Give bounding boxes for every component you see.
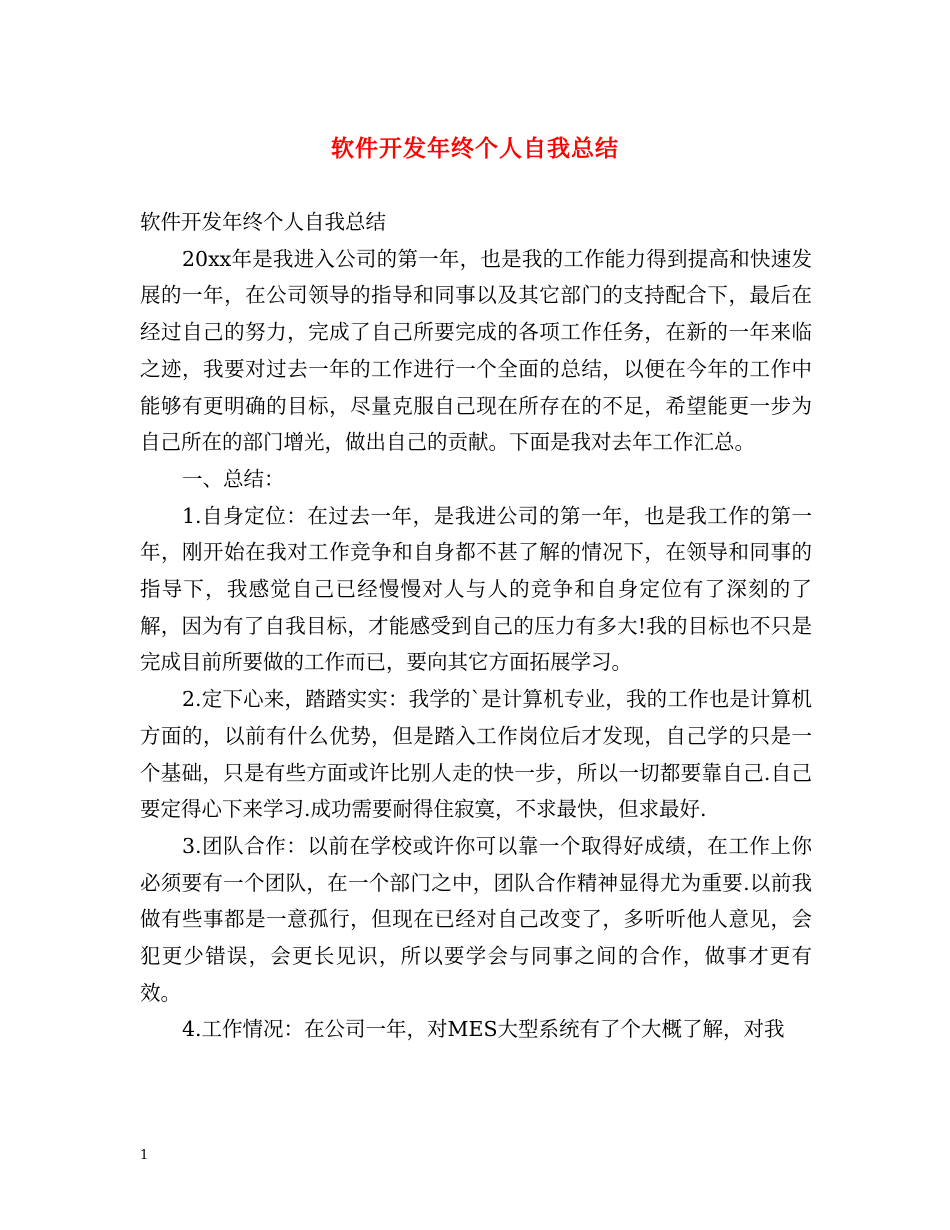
paragraph-settle-down: 2.定下心来，踏踏实实：我学的`是计算机专业，我的工作也是计算机方面的，以前有什么优势，但是踏入工作岗位后才发现，自己学的只是一个基础，只是有些方面或许比别人走的快一步，所以一切都要靠自己.自己要定得心下来学习.成功需要耐得住寂寞，不求最快，但求最好. bbox=[140, 687, 812, 822]
paragraph-teamwork: 3.团队合作：以前在学校或许你可以靠一个取得好成绩，在工作上你必须要有一个团队，在一个部门之中，团队合作精神显得尤为重要.以前我做有些事都是一意孤行，但现在已经对自己改变了，多听听他人意见，会犯更少错误，会更长见识，所以要学会与同事之间的合作，做事才更有效。 bbox=[140, 833, 812, 1005]
section-heading-summary: 一、总结： bbox=[182, 466, 285, 491]
paragraph-intro: 20xx年是我进入公司的第一年，也是我的工作能力得到提高和快速发展的一年，在公司领导的指导和同事以及其它部门的支持配合下，最后在经过自己的努力，完成了自己所要完成的各项工作任务，在新的一年来临之迹，我要对过去一年的工作进行一个全面的总结，以便在今年的工作中能够有更明确的目标，尽量克服自己现在所存在的不足，希望能更一步为自己所在的部门增光，做出自己的贡献。下面是我对去年工作汇总。 bbox=[140, 246, 812, 455]
paragraph-work-status: 4.工作情况：在公司一年，对MES大型系统有了个大概了解，对我 bbox=[182, 1017, 785, 1042]
document-title: 软件开发年终个人自我总结 bbox=[331, 136, 619, 162]
page-number: 1 bbox=[140, 1148, 149, 1163]
paragraph-self-positioning: 1.自身定位：在过去一年，是我进公司的第一年，也是我工作的第一年，刚开始在我对工作竞争和自身都不甚了解的情况下，在领导和同事的指导下，我感觉自己已经慢慢对人与人的竞争和自身定位有了深刻的了解，因为有了自我目标，才能感受到自己的压力有多大!我的目标也不只是完成目前所要做的工作而已，要向其它方面拓展学习。 bbox=[140, 503, 812, 675]
paragraph-heading: 软件开发年终个人自我总结 bbox=[140, 210, 386, 234]
document-body bbox=[140, 204, 812, 1048]
